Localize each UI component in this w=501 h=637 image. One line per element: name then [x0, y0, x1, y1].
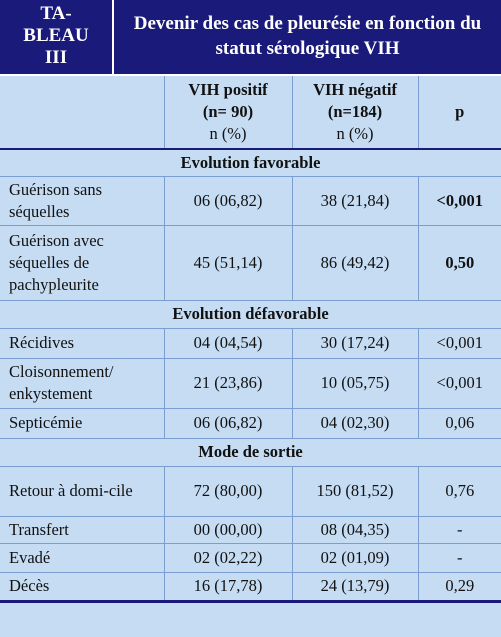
table-label: [0, 0, 114, 74]
col-hiv-positive-n: (n= 90): [202, 102, 254, 121]
row-label: Evadé: [0, 543, 164, 572]
section-favorable: [0, 149, 501, 176]
table-row: [0, 572, 501, 601]
section-defavorable: [0, 300, 501, 328]
row-p-value: <0,001: [418, 328, 501, 358]
row-hiv-positive: 21 (23,86): [164, 358, 292, 408]
row-p-value: -: [418, 516, 501, 543]
section-sortie: [0, 438, 501, 466]
row-label: Décès: [0, 572, 164, 601]
table-row: [0, 543, 501, 572]
row-p-value: 0,76: [418, 466, 501, 516]
row-p-value: <0,001: [418, 358, 501, 408]
row-hiv-negative: 30 (17,24): [292, 328, 418, 358]
col-hiv-positive-label: VIH positif: [188, 80, 268, 99]
table-row: [0, 225, 501, 300]
section-defavorable-label: Evolution défavorable: [0, 300, 501, 328]
row-hiv-positive: 16 (17,78): [164, 572, 292, 601]
row-p-value: 0,29: [418, 572, 501, 601]
table-row: [0, 466, 501, 516]
row-p-value: -: [418, 543, 501, 572]
col-p-value: p: [418, 76, 501, 149]
row-label: Retour à domi-cile: [0, 466, 164, 516]
table-row: [0, 176, 501, 225]
col-hiv-positive-unit: n (%): [209, 124, 247, 143]
row-hiv-negative: 04 (02,30): [292, 408, 418, 438]
col-hiv-negative-unit: n (%): [336, 124, 374, 143]
row-hiv-negative: 02 (01,09): [292, 543, 418, 572]
table-header: [0, 0, 501, 76]
row-hiv-positive: 06 (06,82): [164, 176, 292, 225]
results-table: [0, 76, 501, 603]
table-row: [0, 408, 501, 438]
row-label: Transfert: [0, 516, 164, 543]
row-hiv-positive: 72 (80,00): [164, 466, 292, 516]
table-label-text: TA- BLEAU III: [23, 3, 89, 68]
row-hiv-negative: 150 (81,52): [292, 466, 418, 516]
row-hiv-positive: 04 (04,54): [164, 328, 292, 358]
section-sortie-label: Mode de sortie: [0, 438, 501, 466]
row-label: Cloisonnement/ enkystement: [0, 358, 164, 408]
column-header-row: [0, 76, 501, 149]
table-title: Devenir des cas de pleurésie en fonction du statut sérologique VIH: [133, 13, 482, 59]
row-label: Guérison sans séquelles: [0, 176, 164, 225]
col-hiv-negative: [292, 76, 418, 149]
row-hiv-positive: 06 (06,82): [164, 408, 292, 438]
row-hiv-negative: 08 (04,35): [292, 516, 418, 543]
empty-header-cell: [0, 76, 164, 149]
row-hiv-negative: 10 (05,75): [292, 358, 418, 408]
row-hiv-positive: 02 (02,22): [164, 543, 292, 572]
row-p-value: <0,001: [418, 176, 501, 225]
table-row: [0, 328, 501, 358]
row-hiv-positive: 00 (00,00): [164, 516, 292, 543]
col-hiv-negative-n: (n=184): [327, 102, 383, 121]
row-hiv-negative: 24 (13,79): [292, 572, 418, 601]
table-row: [0, 516, 501, 543]
row-hiv-negative: 38 (21,84): [292, 176, 418, 225]
row-p-value: 0,06: [418, 408, 501, 438]
row-label: Récidives: [0, 328, 164, 358]
row-hiv-negative: 86 (49,42): [292, 225, 418, 300]
section-favorable-label: Evolution favorable: [0, 149, 501, 176]
row-label: Guérison avec séquelles de pachypleurite: [0, 225, 164, 300]
col-hiv-positive: [164, 76, 292, 149]
row-label: Septicémie: [0, 408, 164, 438]
col-hiv-negative-label: VIH négatif: [313, 80, 397, 99]
table-row: [0, 358, 501, 408]
row-p-value: 0,50: [418, 225, 501, 300]
row-hiv-positive: 45 (51,14): [164, 225, 292, 300]
